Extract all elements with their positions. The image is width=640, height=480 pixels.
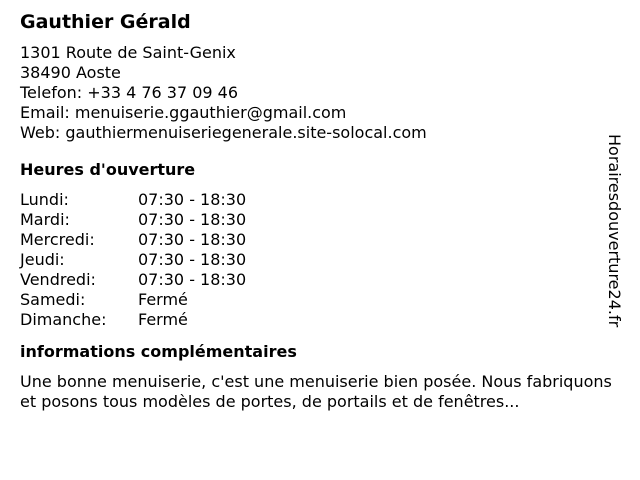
hours-row-sunday bbox=[20, 310, 610, 330]
site-watermark: Horairesdouverture24.fr bbox=[605, 134, 624, 328]
hours-day-label: Jeudi: bbox=[20, 250, 65, 269]
hours-row-saturday bbox=[20, 290, 610, 310]
hours-day-label: Mercredi: bbox=[20, 230, 95, 249]
website-text: Web: gauthiermenuiseriegenerale.site-solocal.com bbox=[20, 123, 427, 142]
hours-row-thursday bbox=[20, 250, 610, 270]
business-description: Une bonne menuiserie, c'est une menuiserie bien posée. Nous fabriquons et posons tous modèles de portes, de portails et de fenêtres... bbox=[20, 372, 612, 411]
hours-row-wednesday bbox=[20, 230, 610, 250]
contact-block bbox=[20, 43, 610, 143]
hours-row-monday bbox=[20, 190, 610, 210]
opening-hours-table bbox=[20, 190, 610, 330]
email-text: Email: menuiserie.ggauthier@gmail.com bbox=[20, 103, 347, 122]
hours-time-value: 07:30 - 18:30 bbox=[138, 230, 247, 249]
hours-day-label: Mardi: bbox=[20, 210, 70, 229]
hours-time-value: 07:30 - 18:30 bbox=[138, 190, 247, 209]
phone-text: Telefon: +33 4 76 37 09 46 bbox=[20, 83, 239, 102]
hours-time-value: Fermé bbox=[138, 290, 188, 309]
address-street: 1301 Route de Saint-Genix bbox=[20, 43, 236, 62]
hours-row-friday bbox=[20, 270, 610, 290]
hours-time-value: 07:30 - 18:30 bbox=[138, 250, 247, 269]
address-city: 38490 Aoste bbox=[20, 63, 121, 82]
hours-row-tuesday bbox=[20, 210, 610, 230]
hours-time-value: 07:30 - 18:30 bbox=[138, 270, 247, 289]
hours-time-value: Fermé bbox=[138, 310, 188, 329]
business-card bbox=[20, 9, 610, 412]
hours-day-label: Dimanche: bbox=[20, 310, 107, 329]
hours-day-label: Vendredi: bbox=[20, 270, 96, 289]
hours-day-label: Lundi: bbox=[20, 190, 69, 209]
hours-day-label: Samedi: bbox=[20, 290, 86, 309]
additional-info-heading: informations complémentaires bbox=[20, 342, 297, 361]
business-name: Gauthier Gérald bbox=[20, 11, 191, 33]
hours-time-value: 07:30 - 18:30 bbox=[138, 210, 247, 229]
opening-hours-heading: Heures d'ouverture bbox=[20, 160, 196, 179]
